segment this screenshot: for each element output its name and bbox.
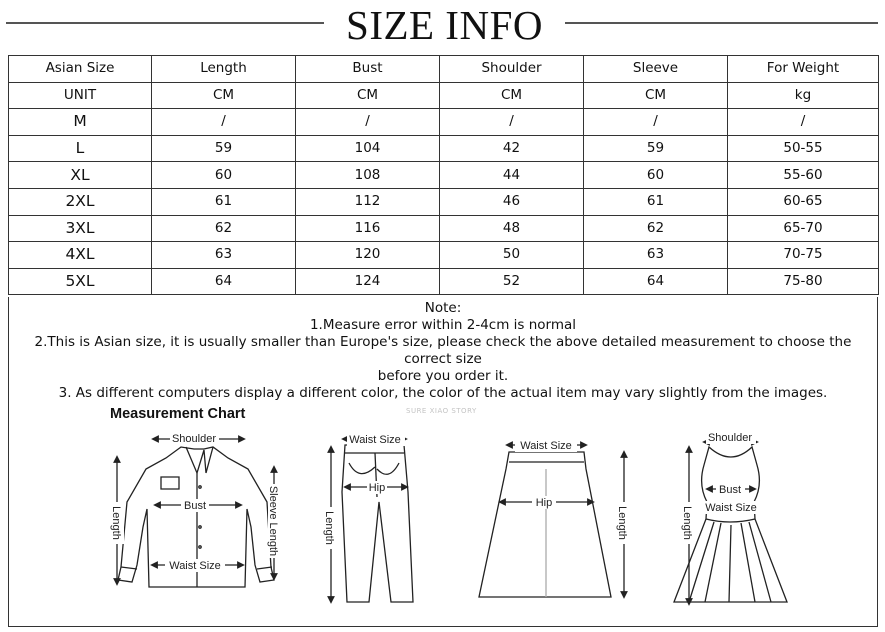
measurement-diagrams [9, 297, 879, 627]
table-cell: 116 [296, 215, 440, 242]
table-cell: 42 [440, 135, 584, 162]
pants-waist-label: Waist Size [349, 434, 401, 446]
table-cell: 46 [440, 188, 584, 215]
table-cell: Sleeve [584, 56, 728, 83]
shirt-length-label: Length [110, 506, 122, 540]
table-cell: / [152, 109, 296, 136]
shirt-bust-label: Bust [183, 500, 207, 512]
table-unit-row [9, 82, 879, 109]
table-cell: CM [584, 82, 728, 109]
size-label-cell: 5XL [9, 268, 152, 295]
note-line-1: 1.Measure error within 2-4cm is normal [309, 317, 577, 333]
table-row [9, 135, 879, 162]
table-cell: 75-80 [728, 268, 879, 295]
table-cell: 70-75 [728, 242, 879, 269]
note-line-2-cont: before you order it. [377, 368, 509, 384]
table-cell: 63 [152, 242, 296, 269]
table-cell: CM [440, 82, 584, 109]
title-divider-right [565, 22, 878, 24]
note-line-2: 2.This is Asian size, it is usually smaller than Europe's size, please check the above detailed measurement to choose the correct size [34, 334, 852, 367]
size-label-cell: UNIT [9, 82, 152, 109]
notes-section [8, 297, 878, 627]
pants-length-label: Length [323, 511, 335, 545]
table-row [9, 215, 879, 242]
table-cell: 64 [152, 268, 296, 295]
size-label-cell: 4XL [9, 242, 152, 269]
table-cell: 60 [152, 162, 296, 189]
shirt-waist-label: Waist Size [169, 560, 221, 572]
pants-diagram [331, 439, 413, 602]
table-cell: CM [296, 82, 440, 109]
size-label-cell: L [9, 135, 152, 162]
dress-length-label: Length [681, 506, 693, 540]
skirt-waist-label: Waist Size [520, 440, 572, 452]
table-cell: For Weight [728, 56, 879, 83]
size-label-cell: M [9, 109, 152, 136]
size-table [8, 55, 879, 295]
table-cell: 59 [152, 135, 296, 162]
size-label-cell: Asian Size [9, 56, 152, 83]
table-cell: Shoulder [440, 56, 584, 83]
notes-heading: Note: [424, 300, 462, 316]
table-cell: 52 [440, 268, 584, 295]
dress-waist-label: Waist Size [705, 502, 757, 514]
table-row [9, 268, 879, 295]
skirt-diagram [479, 445, 624, 597]
table-row [9, 188, 879, 215]
dress-bust-label: Bust [718, 484, 742, 496]
table-cell: 120 [296, 242, 440, 269]
table-cell: 50-55 [728, 135, 879, 162]
table-cell: 55-60 [728, 162, 879, 189]
table-cell: 108 [296, 162, 440, 189]
table-cell: 60 [584, 162, 728, 189]
skirt-hip-label: Hip [535, 497, 553, 509]
table-cell: Bust [296, 56, 440, 83]
table-cell: 63 [584, 242, 728, 269]
table-cell: Length [152, 56, 296, 83]
watermark: SURE XIAO STORY [406, 407, 477, 415]
table-header-row [9, 56, 879, 83]
title-divider-left [6, 22, 324, 24]
table-cell: 60-65 [728, 188, 879, 215]
skirt-length-label: Length [616, 506, 628, 540]
table-cell: 104 [296, 135, 440, 162]
size-label-cell: 3XL [9, 215, 152, 242]
size-label-cell: 2XL [9, 188, 152, 215]
table-cell: CM [152, 82, 296, 109]
table-cell: 59 [584, 135, 728, 162]
table-cell: / [440, 109, 584, 136]
shirt-shoulder-label: Shoulder [171, 433, 217, 445]
table-cell: / [296, 109, 440, 136]
note-line-3: 3. As different computers display a different color, the color of the actual item may vary slightly from the images. [58, 385, 828, 401]
table-cell: 50 [440, 242, 584, 269]
shirt-sleeve-label: Sleeve Length [267, 485, 279, 557]
table-cell: 44 [440, 162, 584, 189]
table-cell: 61 [584, 188, 728, 215]
table-cell: 62 [152, 215, 296, 242]
pants-hip-label: Hip [368, 482, 386, 494]
size-label-cell: XL [9, 162, 152, 189]
dress-shoulder-label: Shoulder [707, 432, 753, 444]
table-cell: 62 [584, 215, 728, 242]
table-cell: 112 [296, 188, 440, 215]
table-cell: 61 [152, 188, 296, 215]
table-cell: / [584, 109, 728, 136]
table-cell: / [728, 109, 879, 136]
table-cell: 48 [440, 215, 584, 242]
table-cell: 65-70 [728, 215, 879, 242]
table-row [9, 109, 879, 136]
title-row [0, 0, 885, 52]
page-title: SIZE INFO [346, 2, 543, 48]
table-cell: 64 [584, 268, 728, 295]
table-row [9, 162, 879, 189]
measurement-chart-title: Measurement Chart [110, 406, 246, 422]
table-cell: 124 [296, 268, 440, 295]
table-cell: kg [728, 82, 879, 109]
table-row [9, 242, 879, 269]
